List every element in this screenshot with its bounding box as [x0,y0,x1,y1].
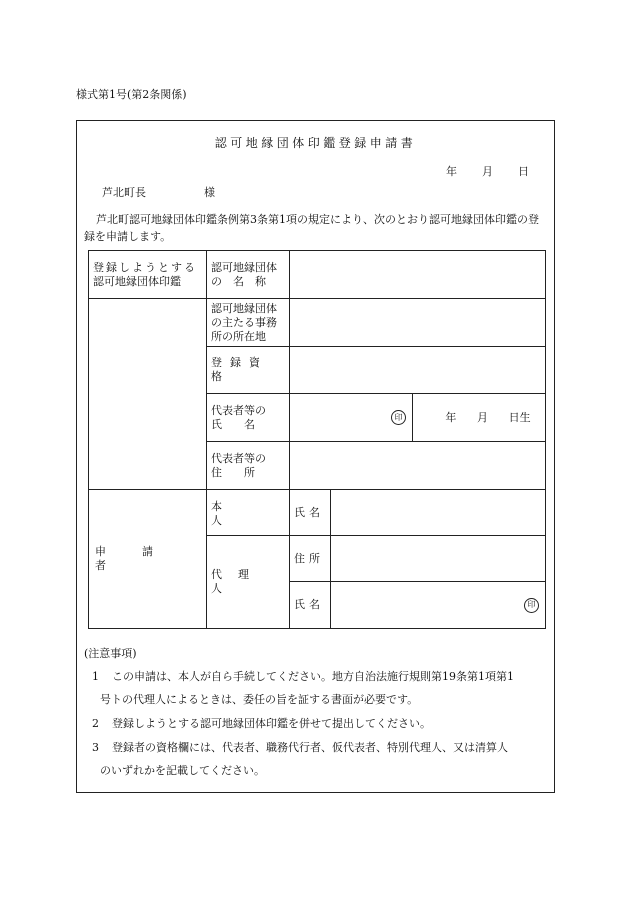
rep-name-label-cell [207,394,290,442]
date-day: 日 [518,165,529,178]
qualification-label-cell [207,347,290,394]
proxy-address-field[interactable] [331,536,546,582]
proxy-label: 代理人 [211,568,265,595]
seal-header-line2: 認可地縁団体印鑑 [93,274,181,288]
org-name-label-line2: の 名 称 [211,274,266,288]
org-address-label-line2: の主たる事務 [211,315,277,329]
birth-day: 日生 [508,410,531,424]
proxy-address-label: 住所 [294,551,324,565]
note-1-number: 1 [92,670,99,683]
self-name-label-cell [290,490,331,536]
rep-name-label-line2: 氏 名 [211,417,255,431]
note-3-line1: 登録者の資格欄には、代表者、職務代行者、仮代表者、特別代理人、又は清算人 [112,741,508,754]
addressee-name: 芦北町長 [102,186,146,199]
seal-header-cell [89,251,207,299]
qualification-label: 登録資格 [211,356,268,383]
notes-heading: (注意事項) [84,647,137,660]
org-address-label-line1: 認可地縁団体 [211,301,277,315]
date-year: 年 [446,165,457,178]
note-item-3 [92,740,547,756]
proxy-label-cell [207,536,290,629]
note-1-line1: この申請は、本人が自ら手続してください。地方自治法施行規則第19条第1項第1 [112,670,514,683]
rep-address-label-line1: 代表者等の [211,451,266,465]
date-month: 月 [482,165,493,178]
org-name-label-cell [207,251,290,299]
org-address-field[interactable] [290,299,546,347]
org-name-field[interactable] [290,251,546,299]
proxy-name-label: 氏名 [294,598,324,611]
org-address-label-cell [207,299,290,347]
self-label-cell [207,490,290,536]
seal-impression-area[interactable] [89,299,207,490]
proxy-name-field[interactable] [331,582,546,629]
application-table [88,250,546,629]
seal-header-line1: 登録しようとする [93,260,197,274]
note-1-continuation: 号トの代理人によるときは、委任の旨を証する書面が必要です。 [100,693,419,706]
self-name-field[interactable] [331,490,546,536]
form-number-label: 様式第1号(第2条関係) [76,88,187,101]
note-item-1 [92,669,547,685]
applicant-label: 申請者 [95,545,189,572]
form-title: 認可地縁団体印鑑登録申請書 [214,136,417,150]
self-label: 本人 [211,500,268,527]
org-address-label-line3: 所の所在地 [211,329,266,343]
rep-address-label-cell [207,442,290,490]
addressee-honorific: 様 [204,186,215,199]
note-2-number: 2 [92,717,99,730]
birth-date-field[interactable] [413,394,546,442]
proxy-address-label-cell [290,536,331,582]
note-item-2 [92,716,547,732]
proxy-name-label-cell [290,582,331,629]
rep-address-field[interactable] [290,442,546,490]
qualification-field[interactable] [290,347,546,394]
org-name-label-line1: 認可地縁団体 [211,260,277,274]
note-3-continuation: のいずれかを記載してください。 [100,764,265,777]
self-name-label: 氏名 [294,505,324,519]
rep-address-label-line2: 住 所 [211,465,255,479]
seal-mark-icon: 印 [391,410,406,425]
rep-name-label-line1: 代表者等の [211,403,266,417]
note-3-number: 3 [92,741,99,754]
intro-text: 芦北町認可地縁団体印鑑条例第3条第1項の規定により、次のとおり認可地縁団体印鑑の登録を申請します。 [84,213,539,243]
birth-month: 月 [477,410,488,424]
rep-name-field[interactable] [290,394,413,442]
birth-year: 年 [445,410,457,424]
proxy-seal-mark-icon: 印 [524,598,539,613]
applicant-label-cell [89,490,207,629]
note-2-line1: 登録しようとする認可地縁団体印鑑を併せて提出してください。 [112,717,431,730]
